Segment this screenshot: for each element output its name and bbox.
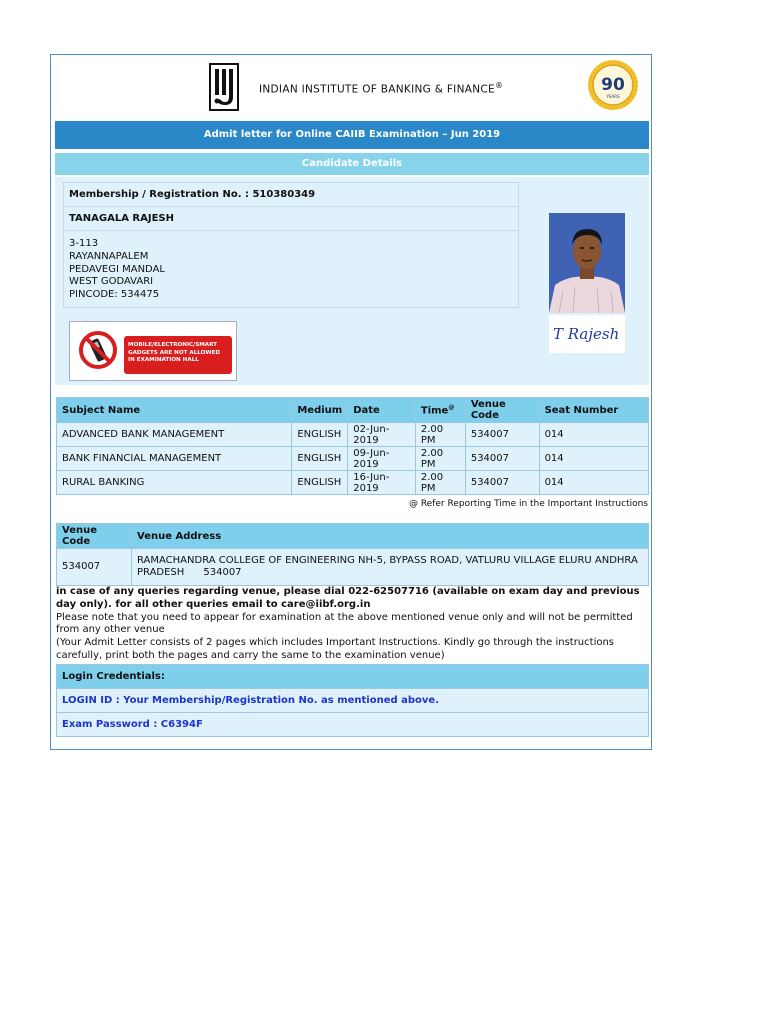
column-header: Subject Name	[57, 398, 292, 423]
table-cell: 09-Jun-2019	[348, 447, 416, 471]
badge-number: 90	[601, 75, 625, 95]
exam-password: Exam Password : C6394F	[57, 713, 649, 737]
candidate-details-box	[63, 182, 519, 308]
gadget-warning-line: GADGETS ARE NOT ALLOWED	[128, 349, 221, 356]
candidate-signature	[549, 315, 625, 353]
column-header: Date	[348, 398, 416, 423]
venue-address: RAMACHANDRA COLLEGE OF ENGINEERING NH-5, BYPASS ROAD, VATLURU VILLAGE ELURU ANDHRA PRADESH 534007	[132, 549, 649, 586]
table-cell: ENGLISH	[292, 471, 348, 495]
table-row	[57, 447, 649, 471]
candidate-address	[64, 231, 518, 307]
login-credentials-header: Login Credentials:	[57, 665, 649, 689]
organisation-name: INDIAN INSTITUTE OF BANKING & FINANCE®	[259, 81, 504, 96]
page-title: Admit letter for Online CAIIB Examination – Jun 2019	[55, 121, 649, 149]
table-cell: 014	[539, 423, 648, 447]
gadget-warning-label	[124, 336, 232, 374]
venue-code: 534007	[57, 549, 132, 586]
table-cell: RURAL BANKING	[57, 471, 292, 495]
registration-number: Membership / Registration No. : 510380349	[64, 183, 518, 207]
table-cell: 534007	[465, 423, 539, 447]
address-line: 3-113	[69, 238, 99, 249]
login-credentials-table	[56, 664, 649, 737]
venue-only-note: Please note that you need to appear for examination at the above mentioned venue only and will not be permitted from any other venue	[56, 611, 633, 636]
queries-note: in case of any queries regarding venue, please dial 022-62507716 (available on exam day and previous day only). for all other queries email to care@iibf.org.in	[56, 586, 640, 610]
column-header: Medium	[292, 398, 348, 423]
reporting-time-note: @ Refer Reporting Time in the Important Instructions	[408, 499, 648, 509]
table-cell: 2.00 PM	[415, 471, 465, 495]
admit-letter	[50, 54, 652, 750]
signature-text: T Rajesh	[553, 325, 620, 343]
login-id: LOGIN ID : Your Membership/Registration No. as mentioned above.	[57, 689, 649, 713]
address-line: PINCODE: 534475	[69, 289, 160, 301]
gadget-warning-line: MOBILE/ELECTRONIC/SMART	[128, 342, 217, 348]
table-cell: BANK FINANCIAL MANAGEMENT	[57, 447, 292, 471]
table-cell: 014	[539, 471, 648, 495]
table-cell: 02-Jun-2019	[348, 423, 416, 447]
candidate-section-title: Candidate Details	[55, 153, 649, 175]
column-header: Venue Code	[465, 398, 539, 423]
candidate-photo	[549, 213, 625, 313]
ninety-years-badge-icon	[587, 59, 639, 111]
table-cell: 2.00 PM	[415, 423, 465, 447]
subject-schedule-table	[56, 397, 649, 495]
table-header-row	[57, 398, 649, 423]
table-cell: ADVANCED BANK MANAGEMENT	[57, 423, 292, 447]
column-header: Venue Address	[132, 524, 649, 549]
table-cell: ENGLISH	[292, 447, 348, 471]
venue-table	[56, 523, 649, 586]
address-line: WEST GODAVARI	[69, 276, 154, 288]
column-header: Time@	[415, 398, 465, 423]
table-row	[57, 423, 649, 447]
address-line: PEDAVEGI MANDAL	[69, 263, 165, 275]
iibf-logo-icon	[209, 63, 239, 111]
important-notes	[56, 586, 654, 663]
table-cell: 534007	[465, 447, 539, 471]
table-cell: 014	[539, 447, 648, 471]
table-row	[57, 471, 649, 495]
badge-text: YEARS	[606, 94, 620, 99]
table-row	[57, 549, 649, 586]
address-line: RAYANNAPALEM	[69, 250, 149, 262]
no-mobile-icon	[78, 330, 118, 370]
gadget-notice	[69, 321, 237, 381]
candidate-name: TANAGALA RAJESH	[64, 207, 518, 231]
column-header: Venue Code	[57, 524, 132, 549]
column-header: Seat Number	[539, 398, 648, 423]
table-header-row	[57, 524, 649, 549]
table-cell: 534007	[465, 471, 539, 495]
table-cell: 2.00 PM	[415, 447, 465, 471]
gadget-warning-line: IN EXAMINATION HALL	[128, 357, 199, 364]
pages-note: (Your Admit Letter consists of 2 pages which includes Important Instructions. Kindly go through the instructions carefully, print both the pages and carry the same to the examination venue)	[56, 637, 615, 661]
table-cell: 16-Jun-2019	[348, 471, 416, 495]
table-cell: ENGLISH	[292, 423, 348, 447]
